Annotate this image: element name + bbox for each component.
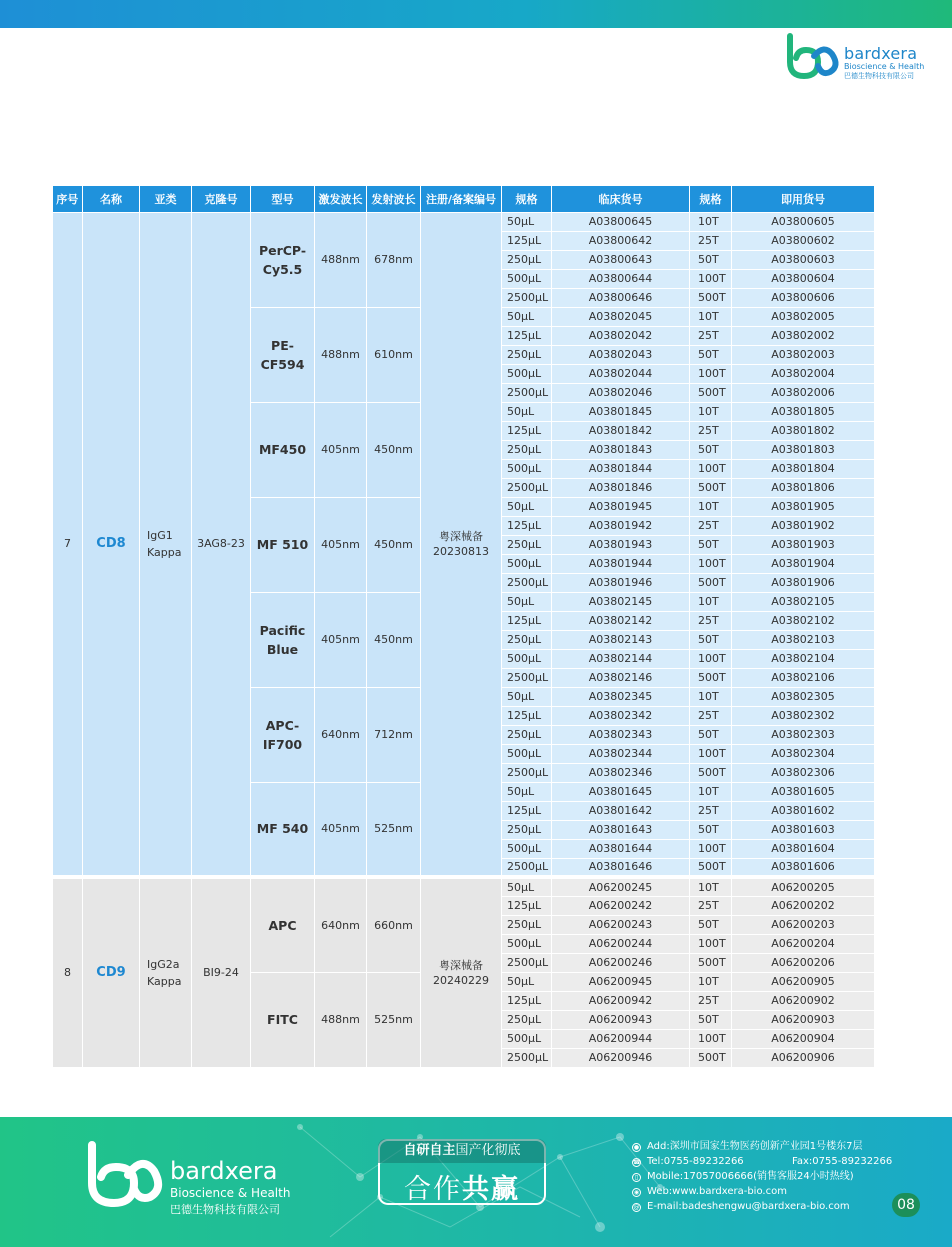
spec-volume: 2500μL	[502, 763, 552, 782]
ready-catalog-number: A03800603	[732, 250, 875, 269]
fluorochrome-model: Pacific Blue	[251, 592, 315, 687]
ready-catalog-number: A06200905	[732, 972, 875, 991]
web-link[interactable]: Web:www.bardxera-bio.com	[647, 1186, 787, 1197]
ready-catalog-number: A03802302	[732, 706, 875, 725]
excitation-wavelength: 405nm	[315, 592, 367, 687]
excitation-wavelength: 488nm	[315, 972, 367, 1067]
spec-volume: 250μL	[502, 915, 552, 934]
emission-wavelength: 525nm	[367, 782, 421, 877]
table-header-row	[53, 186, 875, 212]
location-icon: ●	[633, 1144, 640, 1151]
spec-volume: 500μL	[502, 364, 552, 383]
ready-catalog-number: A03801804	[732, 459, 875, 478]
slogan-box	[378, 1139, 546, 1205]
top-color-bar	[0, 0, 952, 28]
excitation-wavelength: 640nm	[315, 687, 367, 782]
clinical-catalog-number: A06200942	[552, 991, 690, 1010]
spec-volume: 2500μL	[502, 383, 552, 402]
spec-tests: 500T	[690, 383, 732, 402]
spec-tests: 500T	[690, 478, 732, 497]
spec-volume: 125μL	[502, 801, 552, 820]
clinical-catalog-number: A03801642	[552, 801, 690, 820]
excitation-wavelength: 405nm	[315, 782, 367, 877]
clinical-catalog-number: A03802142	[552, 611, 690, 630]
ready-catalog-number: A03802104	[732, 649, 875, 668]
spec-volume: 500μL	[502, 554, 552, 573]
emission-wavelength: 450nm	[367, 497, 421, 592]
emission-wavelength: 450nm	[367, 592, 421, 687]
contact-address	[632, 1139, 882, 1154]
phone-icon: ☎	[633, 1159, 641, 1166]
spec-tests: 25T	[690, 326, 732, 345]
spec-volume: 125μL	[502, 706, 552, 725]
ready-catalog-number: A03801806	[732, 478, 875, 497]
excitation-wavelength: 405nm	[315, 402, 367, 497]
fluorochrome-model: MF450	[251, 402, 315, 497]
spec-tests: 25T	[690, 706, 732, 725]
spec-volume: 2500μL	[502, 1048, 552, 1067]
ready-catalog-number: A03801803	[732, 440, 875, 459]
clinical-catalog-number: A03802044	[552, 364, 690, 383]
spec-tests: 100T	[690, 744, 732, 763]
ready-catalog-number: A03801802	[732, 421, 875, 440]
ready-catalog-number: A03802103	[732, 630, 875, 649]
fluorochrome-model: PE-CF594	[251, 307, 315, 402]
clinical-catalog-number: A03802344	[552, 744, 690, 763]
clinical-catalog-number: A03802145	[552, 592, 690, 611]
spec-tests: 25T	[690, 516, 732, 535]
ready-catalog-number: A03801602	[732, 801, 875, 820]
tel-text: Tel:0755-89232266	[647, 1156, 744, 1167]
spec-volume: 50μL	[502, 212, 552, 231]
ready-catalog-number: A06200904	[732, 1029, 875, 1048]
product-group	[53, 877, 875, 1067]
clinical-catalog-number: A03800646	[552, 288, 690, 307]
logo-sub-text: Bioscience & Health	[844, 62, 925, 71]
spec-tests: 50T	[690, 345, 732, 364]
spec-volume: 50μL	[502, 972, 552, 991]
spec-tests: 50T	[690, 630, 732, 649]
spec-tests: 100T	[690, 554, 732, 573]
ready-catalog-number: A03800602	[732, 231, 875, 250]
ready-catalog-number: A03802305	[732, 687, 875, 706]
clinical-catalog-number: A03802042	[552, 326, 690, 345]
clinical-catalog-number: A03801943	[552, 535, 690, 554]
clone-id: 3AG8-23	[192, 212, 251, 877]
fluorochrome-model: APC-IF700	[251, 687, 315, 782]
ready-catalog-number: A03802004	[732, 364, 875, 383]
ready-catalog-number: A03801906	[732, 573, 875, 592]
emission-wavelength: 610nm	[367, 307, 421, 402]
ready-catalog-number: A03802002	[732, 326, 875, 345]
spec-volume: 125μL	[502, 896, 552, 915]
spec-tests: 50T	[690, 440, 732, 459]
spec-tests: 25T	[690, 421, 732, 440]
column-header: 发射波长	[367, 186, 421, 212]
ready-catalog-number: A06200204	[732, 934, 875, 953]
emission-wavelength: 450nm	[367, 402, 421, 497]
ready-catalog-number: A06200206	[732, 953, 875, 972]
spec-volume: 125μL	[502, 991, 552, 1010]
column-header: 注册/备案编号	[421, 186, 502, 212]
footer	[0, 1117, 952, 1247]
column-header: 克隆号	[192, 186, 251, 212]
ready-catalog-number: A03801605	[732, 782, 875, 801]
ready-catalog-number: A06200902	[732, 991, 875, 1010]
spec-volume: 250μL	[502, 630, 552, 649]
spec-volume: 125μL	[502, 231, 552, 250]
spec-tests: 500T	[690, 1048, 732, 1067]
spec-volume: 250μL	[502, 250, 552, 269]
spec-tests: 100T	[690, 459, 732, 478]
spec-volume: 2500μL	[502, 288, 552, 307]
spec-tests: 50T	[690, 725, 732, 744]
spec-volume: 50μL	[502, 592, 552, 611]
ready-catalog-number: A03801603	[732, 820, 875, 839]
clone-id: BI9-24	[192, 877, 251, 1067]
clinical-catalog-number: A03802043	[552, 345, 690, 364]
spec-volume: 50μL	[502, 877, 552, 896]
clinical-catalog-number: A06200243	[552, 915, 690, 934]
ready-catalog-number: A06200202	[732, 896, 875, 915]
clinical-catalog-number: A06200943	[552, 1010, 690, 1029]
spec-tests: 10T	[690, 307, 732, 326]
footer-logo	[84, 1139, 291, 1229]
globe-icon: ◉	[633, 1189, 640, 1196]
clinical-catalog-number: A06200242	[552, 896, 690, 915]
spec-volume: 250μL	[502, 1010, 552, 1029]
email-icon: @	[633, 1204, 640, 1211]
spec-volume: 500μL	[502, 1029, 552, 1048]
clinical-catalog-number: A03802343	[552, 725, 690, 744]
clinical-catalog-number: A03801643	[552, 820, 690, 839]
clinical-catalog-number: A03802046	[552, 383, 690, 402]
spec-tests: 10T	[690, 592, 732, 611]
table-row	[53, 212, 875, 231]
spec-tests: 10T	[690, 212, 732, 231]
spec-tests: 25T	[690, 991, 732, 1010]
column-header: 规格	[690, 186, 732, 212]
clinical-catalog-number: A03801946	[552, 573, 690, 592]
ready-catalog-number: A03801903	[732, 535, 875, 554]
ready-catalog-number: A03800606	[732, 288, 875, 307]
emission-wavelength: 660nm	[367, 877, 421, 972]
spec-volume: 2500μL	[502, 478, 552, 497]
address-text: Add:深圳市国家生物医药创新产业园1号楼东7层	[647, 1141, 863, 1152]
spec-tests: 50T	[690, 820, 732, 839]
spec-tests: 100T	[690, 649, 732, 668]
fluorochrome-model: MF 510	[251, 497, 315, 592]
clinical-catalog-number: A03801646	[552, 858, 690, 877]
table-row	[53, 877, 875, 896]
ready-catalog-number: A03802303	[732, 725, 875, 744]
logo-brand-text: bardxera	[844, 44, 918, 63]
slogan-line-2	[380, 1167, 544, 1206]
product-table	[52, 186, 875, 1068]
clinical-catalog-number: A03801944	[552, 554, 690, 573]
spec-volume: 500μL	[502, 269, 552, 288]
clinical-catalog-number: A06200246	[552, 953, 690, 972]
footer-sub-cn-text: 巴德生物科技有限公司	[170, 1203, 280, 1216]
spec-volume: 500μL	[502, 839, 552, 858]
clinical-catalog-number: A03800645	[552, 212, 690, 231]
emission-wavelength: 678nm	[367, 212, 421, 307]
group-number: 8	[53, 877, 83, 1067]
slogan-big-b: 共赢	[462, 1174, 520, 1205]
spec-volume: 500μL	[502, 934, 552, 953]
clinical-catalog-number: A03801945	[552, 497, 690, 516]
spec-tests: 10T	[690, 402, 732, 421]
spec-tests: 10T	[690, 972, 732, 991]
ready-catalog-number: A03801606	[732, 858, 875, 877]
product-group	[53, 212, 875, 877]
spec-volume: 50μL	[502, 687, 552, 706]
excitation-wavelength: 405nm	[315, 497, 367, 592]
spec-tests: 500T	[690, 668, 732, 687]
spec-tests: 100T	[690, 839, 732, 858]
clinical-catalog-number: A03800644	[552, 269, 690, 288]
spec-tests: 10T	[690, 782, 732, 801]
clinical-catalog-number: A03802346	[552, 763, 690, 782]
ready-catalog-number: A06200205	[732, 877, 875, 896]
spec-volume: 50μL	[502, 782, 552, 801]
spec-tests: 10T	[690, 877, 732, 896]
column-header: 型号	[251, 186, 315, 212]
ready-catalog-number: A06200903	[732, 1010, 875, 1029]
spec-volume: 50μL	[502, 497, 552, 516]
column-header: 名称	[83, 186, 140, 212]
ready-catalog-number: A03801805	[732, 402, 875, 421]
column-header: 序号	[53, 186, 83, 212]
fax-text: Fax:0755-89232266	[792, 1156, 893, 1167]
spec-tests: 500T	[690, 288, 732, 307]
fluorochrome-model: APC	[251, 877, 315, 972]
column-header: 激发波长	[315, 186, 367, 212]
ready-catalog-number: A03802105	[732, 592, 875, 611]
clinical-catalog-number: A03801843	[552, 440, 690, 459]
spec-volume: 250μL	[502, 820, 552, 839]
ready-catalog-number: A03801902	[732, 516, 875, 535]
ready-catalog-number: A03802005	[732, 307, 875, 326]
footer-brand-text: bardxera	[170, 1157, 278, 1185]
spec-tests: 50T	[690, 535, 732, 554]
clinical-catalog-number: A03800643	[552, 250, 690, 269]
ready-catalog-number: A03800605	[732, 212, 875, 231]
ready-catalog-number: A03802306	[732, 763, 875, 782]
spec-tests: 500T	[690, 763, 732, 782]
clinical-catalog-number: A03802144	[552, 649, 690, 668]
clinical-catalog-number: A03801645	[552, 782, 690, 801]
clinical-catalog-number: A06200245	[552, 877, 690, 896]
mobile-icon: ▯	[632, 1173, 641, 1182]
clinical-catalog-number: A03801845	[552, 402, 690, 421]
slogan-big-a: 合作	[404, 1174, 462, 1205]
spec-volume: 2500μL	[502, 573, 552, 592]
ready-catalog-number: A03802006	[732, 383, 875, 402]
registration-number: 粤深械备 20240229	[421, 877, 502, 1067]
clinical-catalog-number: A03802345	[552, 687, 690, 706]
excitation-wavelength: 488nm	[315, 212, 367, 307]
clinical-catalog-number: A03801844	[552, 459, 690, 478]
spec-volume: 500μL	[502, 649, 552, 668]
clinical-catalog-number: A03801842	[552, 421, 690, 440]
clinical-catalog-number: A06200946	[552, 1048, 690, 1067]
clinical-catalog-number: A03802143	[552, 630, 690, 649]
group-number: 7	[53, 212, 83, 877]
column-header: 亚类	[140, 186, 192, 212]
excitation-wavelength: 640nm	[315, 877, 367, 972]
ready-catalog-number: A03800604	[732, 269, 875, 288]
spec-tests: 25T	[690, 231, 732, 250]
spec-tests: 50T	[690, 250, 732, 269]
spec-volume: 125μL	[502, 611, 552, 630]
spec-volume: 2500μL	[502, 668, 552, 687]
contact-info	[632, 1139, 893, 1214]
spec-tests: 50T	[690, 1010, 732, 1029]
slogan-bold-text: 自研自主	[403, 1143, 456, 1158]
spec-tests: 25T	[690, 801, 732, 820]
spec-tests: 100T	[690, 934, 732, 953]
page-number: 08	[892, 1193, 920, 1217]
spec-tests: 25T	[690, 611, 732, 630]
spec-volume: 2500μL	[502, 953, 552, 972]
spec-tests: 100T	[690, 364, 732, 383]
registration-number: 粤深械备 20230813	[421, 212, 502, 877]
brand-logo	[784, 32, 934, 82]
clinical-catalog-number: A03802146	[552, 668, 690, 687]
clinical-catalog-number: A03802342	[552, 706, 690, 725]
contact-tel	[632, 1154, 893, 1169]
ready-catalog-number: A06200203	[732, 915, 875, 934]
spec-volume: 125μL	[502, 516, 552, 535]
mobile-text: Mobile:17057006666(销售客服24小时热线)	[647, 1171, 854, 1182]
contact-web	[632, 1184, 882, 1199]
ready-catalog-number: A03801904	[732, 554, 875, 573]
spec-tests: 10T	[690, 497, 732, 516]
clinical-catalog-number: A03800642	[552, 231, 690, 250]
spec-volume: 2500μL	[502, 858, 552, 877]
subtype: IgG2a Kappa	[140, 877, 192, 1067]
clinical-catalog-number: A03801644	[552, 839, 690, 858]
column-header: 即用货号	[732, 186, 875, 212]
spec-volume: 50μL	[502, 402, 552, 421]
spec-tests: 50T	[690, 915, 732, 934]
column-header: 规格	[502, 186, 552, 212]
ready-catalog-number: A03801604	[732, 839, 875, 858]
spec-volume: 125μL	[502, 326, 552, 345]
spec-tests: 500T	[690, 858, 732, 877]
clinical-catalog-number: A03801846	[552, 478, 690, 497]
antigen-name: CD9	[83, 877, 140, 1067]
spec-volume: 50μL	[502, 307, 552, 326]
spec-volume: 250μL	[502, 725, 552, 744]
clinical-catalog-number: A03801942	[552, 516, 690, 535]
bardxera-logo-icon	[784, 32, 842, 80]
spec-volume: 250μL	[502, 535, 552, 554]
emission-wavelength: 712nm	[367, 687, 421, 782]
ready-catalog-number: A03802003	[732, 345, 875, 364]
spec-tests: 500T	[690, 573, 732, 592]
spec-volume: 250μL	[502, 345, 552, 364]
subtype: IgG1 Kappa	[140, 212, 192, 877]
excitation-wavelength: 488nm	[315, 307, 367, 402]
spec-tests: 10T	[690, 687, 732, 706]
email-link[interactable]: E-mail:badeshengwu@bardxera-bio.com	[647, 1201, 850, 1212]
contact-mobile	[632, 1169, 882, 1184]
logo-sub-cn-text: 巴德生物科技有限公司	[844, 72, 914, 80]
clinical-catalog-number: A06200945	[552, 972, 690, 991]
spec-tests: 500T	[690, 953, 732, 972]
footer-sub-text: Bioscience & Health	[170, 1186, 291, 1200]
antigen-name: CD8	[83, 212, 140, 877]
ready-catalog-number: A03802106	[732, 668, 875, 687]
fluorochrome-model: FITC	[251, 972, 315, 1067]
emission-wavelength: 525nm	[367, 972, 421, 1067]
spec-tests: 100T	[690, 269, 732, 288]
column-header: 临床货号	[552, 186, 690, 212]
clinical-catalog-number: A06200944	[552, 1029, 690, 1048]
footer-logo-icon	[84, 1139, 168, 1209]
contact-email	[632, 1199, 882, 1214]
ready-catalog-number: A03801905	[732, 497, 875, 516]
spec-volume: 500μL	[502, 744, 552, 763]
fluorochrome-model: PerCP-Cy5.5	[251, 212, 315, 307]
slogan-rest-text: 国产化彻底	[455, 1143, 521, 1158]
spec-tests: 25T	[690, 896, 732, 915]
spec-volume: 250μL	[502, 440, 552, 459]
ready-catalog-number: A03802102	[732, 611, 875, 630]
clinical-catalog-number: A06200244	[552, 934, 690, 953]
spec-volume: 500μL	[502, 459, 552, 478]
spec-tests: 100T	[690, 1029, 732, 1048]
fluorochrome-model: MF 540	[251, 782, 315, 877]
ready-catalog-number: A03802304	[732, 744, 875, 763]
spec-volume: 125μL	[502, 421, 552, 440]
slogan-line-1	[378, 1139, 546, 1163]
clinical-catalog-number: A03802045	[552, 307, 690, 326]
ready-catalog-number: A06200906	[732, 1048, 875, 1067]
